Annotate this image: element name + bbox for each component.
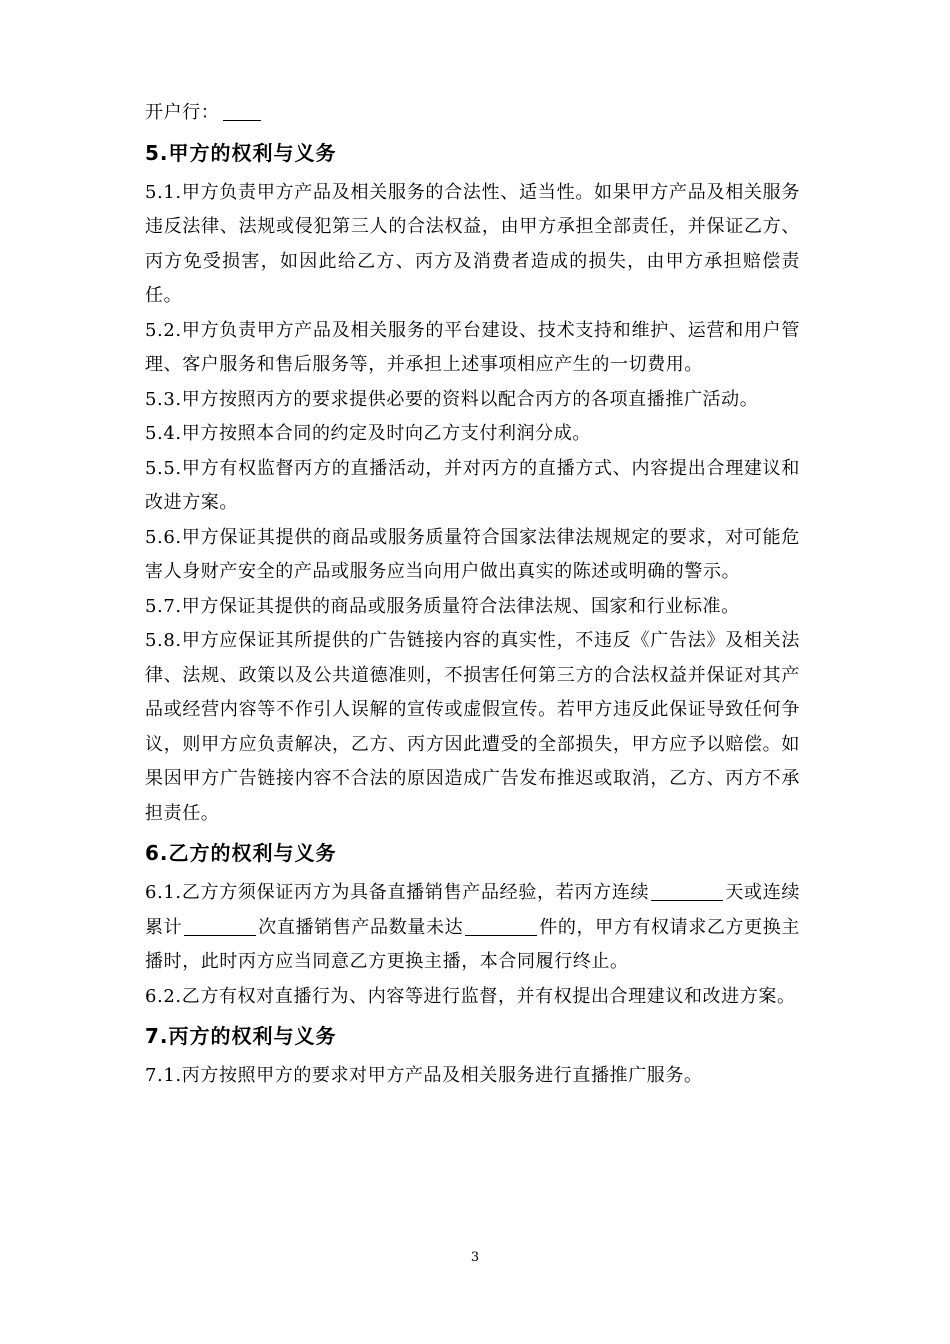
clause-5-3: 5.3.甲方按照丙方的要求提供必要的资料以配合丙方的各项直播推广活动。 — [145, 388, 759, 410]
clause-5-5: 5.5.甲方有权监督丙方的直播活动，并对丙方的直播方式、内容提出合理建议和改进方案。 — [145, 457, 800, 513]
clause-5-2: 5.2.甲方负责甲方产品及相关服务的平台建设、技术支持和维护、运营和用户管理、客户服务和售后服务等，并承担上述事项相应产生的一切费用。 — [145, 319, 800, 375]
clause-5-1: 5.1.甲方负责甲方产品及相关服务的合法性、适当性。如果甲方产品及相关服务违反法律、法规或侵犯第三人的合法权益，由甲方承担全部责任，并保证乙方、丙方免受损害，如因此给乙方、丙方及消费者造成的损失，由甲方承担赔偿责任。 — [145, 181, 800, 306]
quantity-blank — [465, 917, 537, 936]
clause-6-1-part-b: 天或连续累计 — [145, 882, 800, 938]
bank-label: 开户行： — [145, 102, 220, 123]
bank-line — [145, 96, 800, 131]
clause-6-1 — [145, 876, 800, 980]
clause-5-7: 5.7.甲方保证其提供的商品或服务质量符合法律法规、国家和行业标准。 — [145, 595, 740, 617]
clause-5-8: 5.8.甲方应保证其所提供的广告链接内容的真实性，不违反《广告法》及相关法律、法规、政策以及公共道德准则，不损害任何第三方的合法权益并保证对其产品或经营内容等不作引人误解的宣传或虚假宣传。若甲方违反此保证导致任何争议，则甲方应负责解决，乙方、丙方因此遭受的全部损失，甲方应予以赔偿。如果因甲方广告链接内容不合法的原因造成广告发布推迟或取消，乙方、丙方不承担责任。 — [145, 630, 800, 824]
section-5-heading: 5.甲方的权利与义务 — [145, 140, 337, 165]
page-number: 3 — [470, 1250, 480, 1265]
clause-5-4: 5.4.甲方按照本合同的约定及时向乙方支付利润分成。 — [145, 423, 591, 444]
clause-7-1: 7.1.丙方按照甲方的要求对甲方产品及相关服务进行直播推广服务。 — [145, 1065, 703, 1086]
section-6-heading: 6.乙方的权利与义务 — [145, 841, 337, 865]
clause-5-6: 5.6.甲方保证其提供的商品或服务质量符合国家法律法规规定的要求，对可能危害人身财产安全的产品或服务应当向用户做出真实的陈述或明确的警示。 — [145, 526, 800, 582]
page-content — [145, 96, 800, 1094]
clause-6-1-part-c: 次直播销售产品数量未达 — [258, 916, 464, 938]
section-7-heading: 7.丙方的权利与义务 — [145, 1024, 337, 1048]
sessions-blank — [184, 917, 256, 936]
clause-6-1-part-d: 件的，甲方有权请求乙方更换主播时，此时丙方应当同意乙方更换主播，本合同履行终止。 — [145, 916, 800, 972]
clause-6-2: 6.2.乙方有权对直播行为、内容等进行监督，并有权提出合理建议和改进方案。 — [145, 985, 796, 1007]
clause-6-1-part-a: 6.1.乙方方须保证丙方为具备直播销售产品经验，若丙方连续 — [145, 882, 650, 903]
days-blank — [651, 882, 723, 901]
bank-blank — [223, 102, 261, 121]
